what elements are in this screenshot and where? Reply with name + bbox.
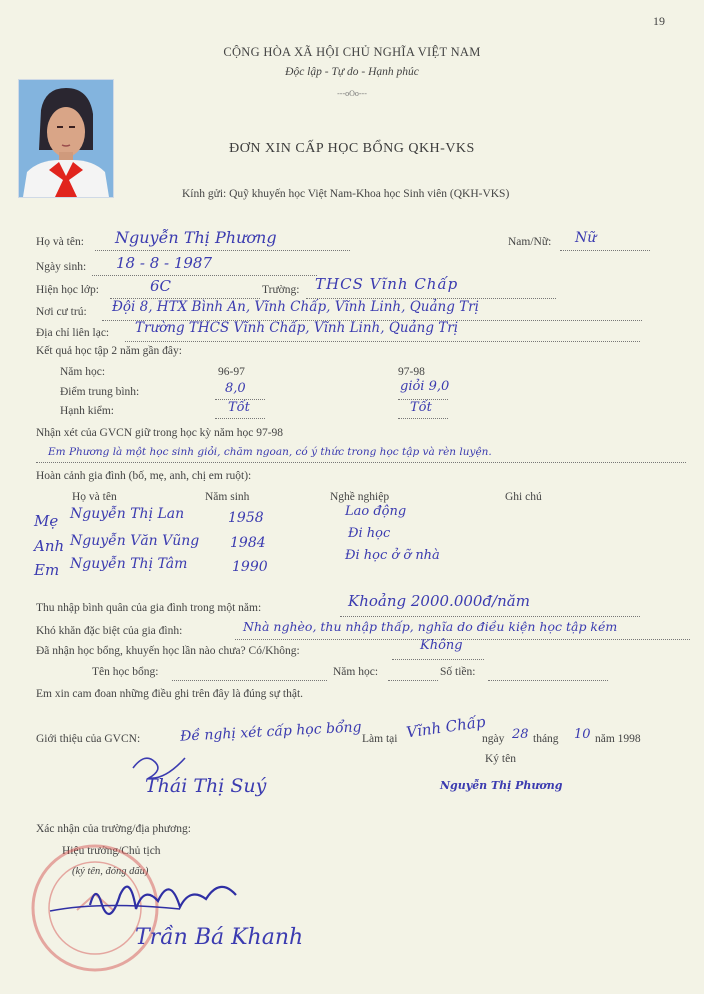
contact-value: Trường THCS Vĩnh Chấp, Vĩnh Linh, Quảng Trị — [135, 320, 459, 336]
name-line — [95, 250, 350, 251]
results-year2: 97-98 — [398, 366, 425, 378]
scholarship-name-label: Tên học bổng: — [92, 666, 159, 678]
family-heading: Hoàn cảnh gia đình (bố, mẹ, anh, chị em ruột): — [36, 470, 252, 482]
family-member-job: Lao động — [345, 504, 407, 519]
teacher-comment-value: Em Phương là một học sinh giỏi, chăm ngoan, có ý thức trong học tập và rèn luyện. — [48, 446, 492, 458]
month-label: tháng — [533, 733, 559, 745]
teacher-signature: Thái Thị Suý — [145, 775, 267, 797]
dob-line — [92, 275, 317, 276]
confirmation-label: Xác nhận của trường/địa phương: — [36, 823, 191, 835]
income-value: Khoảng 2000.000đ/năm — [348, 592, 530, 610]
family-member-year: 1984 — [230, 535, 266, 551]
gpa2-value: giỏi 9,0 — [400, 379, 450, 394]
class-value: 6C — [150, 277, 172, 295]
month-value: 10 — [574, 727, 591, 742]
day-value: 28 — [512, 727, 529, 742]
teacher-comment-label: Nhận xét của GVCN giữ trong học kỳ năm học 97-98 — [36, 427, 284, 439]
school-value: THCS Vĩnh Chấp — [315, 275, 459, 293]
header-ornament: ---oOo--- — [337, 89, 367, 98]
family-relation: Mẹ — [34, 512, 59, 530]
confirmation-note: (ký tên, đóng dấu) — [72, 866, 149, 877]
conduct1-value: Tốt — [228, 400, 250, 415]
school-label: Trường: — [262, 284, 300, 296]
scholarship-amount-label: Số tiền: — [440, 666, 476, 678]
teacher-signature-flourish — [125, 748, 215, 788]
day-label: ngày — [482, 733, 505, 745]
applicant-sign-label: Ký tên — [485, 753, 516, 765]
family-member-name: Nguyễn Văn Vũng — [70, 533, 200, 549]
applicant-signature: Nguyễn Thị Phương — [440, 779, 563, 792]
residence-label: Nơi cư trú: — [36, 306, 87, 318]
scholarship-year-label: Năm học: — [333, 666, 379, 678]
contact-label: Địa chỉ liên lạc: — [36, 327, 110, 339]
results-year-label: Năm học: — [60, 366, 106, 378]
family-col-name: Họ và tên — [72, 491, 117, 503]
family-member-job: Đi học — [348, 526, 391, 541]
family-member-name: Nguyễn Thị Tâm — [70, 556, 188, 572]
income-label: Thu nhập bình quân của gia đình trong một năm: — [36, 602, 262, 614]
place-value: Vĩnh Chấp — [405, 712, 487, 742]
teacher-comment-line — [36, 462, 686, 463]
family-member-name: Nguyễn Thị Lan — [70, 506, 185, 522]
prior-scholarship-value: Không — [420, 638, 463, 653]
residence-value: Đội 8, HTX Bình An, Vĩnh Chấp, Vĩnh Linh, Quảng Trị — [112, 299, 479, 315]
family-col-job: Nghề nghiệp — [330, 491, 390, 503]
form-title: ĐƠN XIN CẤP HỌC BỔNG QKH-VKS — [229, 141, 475, 156]
contact-line — [125, 341, 640, 342]
gender-value: Nữ — [575, 230, 597, 246]
family-relation: Em — [34, 561, 60, 579]
family-col-year: Năm sinh — [205, 491, 250, 503]
difficulty-value: Nhà nghèo, thu nhập thấp, nghĩa do điều kiện học tập kém — [243, 619, 618, 634]
class-label: Hiện học lớp: — [36, 284, 99, 296]
results-heading: Kết quả học tập 2 năm gần đây: — [36, 345, 182, 357]
conduct2-line — [398, 418, 448, 419]
national-title: CỘNG HÒA XÃ HỘI CHỦ NGHĨA VIỆT NAM — [223, 45, 481, 59]
conduct-label: Hạnh kiểm: — [60, 405, 114, 417]
family-member-year: 1990 — [232, 559, 268, 575]
family-relation: Anh — [34, 537, 65, 555]
difficulty-label: Khó khăn đặc biệt của gia đình: — [36, 625, 183, 637]
scholarship-name-line — [172, 680, 327, 681]
addressee: Kính gửi: Quỹ khuyến học Việt Nam-Khoa học Sinh viên (QKH-VKS) — [182, 188, 510, 200]
teacher-intro-value: Đề nghị xét cấp học bổng — [179, 719, 362, 745]
results-year1: 96-97 — [218, 366, 245, 378]
teacher-intro-label: Giới thiệu của GVCN: — [36, 733, 141, 745]
year-label: năm 1998 — [595, 733, 641, 745]
conduct1-line — [215, 418, 265, 419]
family-member-year: 1958 — [228, 510, 264, 526]
family-member-job: Đi học ở ỡ nhà — [345, 548, 440, 563]
principal-signature-name: Trần Bá Khanh — [135, 925, 304, 950]
scholarship-year-line — [388, 680, 438, 681]
national-motto: Độc lập - Tự do - Hạnh phúc — [285, 66, 419, 78]
gender-label: Nam/Nữ: — [508, 236, 552, 248]
conduct2-value: Tốt — [410, 400, 432, 415]
gpa1-value: 8,0 — [225, 381, 246, 396]
prior-scholarship-label: Đã nhận học bổng, khuyến học lần nào chưa? Có/Không: — [36, 645, 300, 657]
prior-scholarship-line — [392, 659, 484, 660]
scholarship-amount-line — [488, 680, 608, 681]
name-label: Họ và tên: — [36, 236, 84, 248]
gpa-label: Điểm trung bình: — [60, 386, 140, 398]
page-number: 19 — [653, 14, 665, 28]
dob-value: 18 - 8 - 1987 — [116, 254, 213, 272]
declaration: Em xin cam đoan những điều ghi trên đây là đúng sự thật. — [36, 688, 304, 700]
income-line — [340, 616, 640, 617]
dob-label: Ngày sinh: — [36, 261, 87, 273]
family-col-note: Ghi chú — [505, 491, 542, 503]
gender-line — [560, 250, 650, 251]
confirmation-role: Hiệu trưởng/Chủ tịch — [62, 845, 161, 857]
name-value: Nguyễn Thị Phương — [115, 228, 277, 247]
place-prefix: Làm tại — [362, 733, 398, 745]
